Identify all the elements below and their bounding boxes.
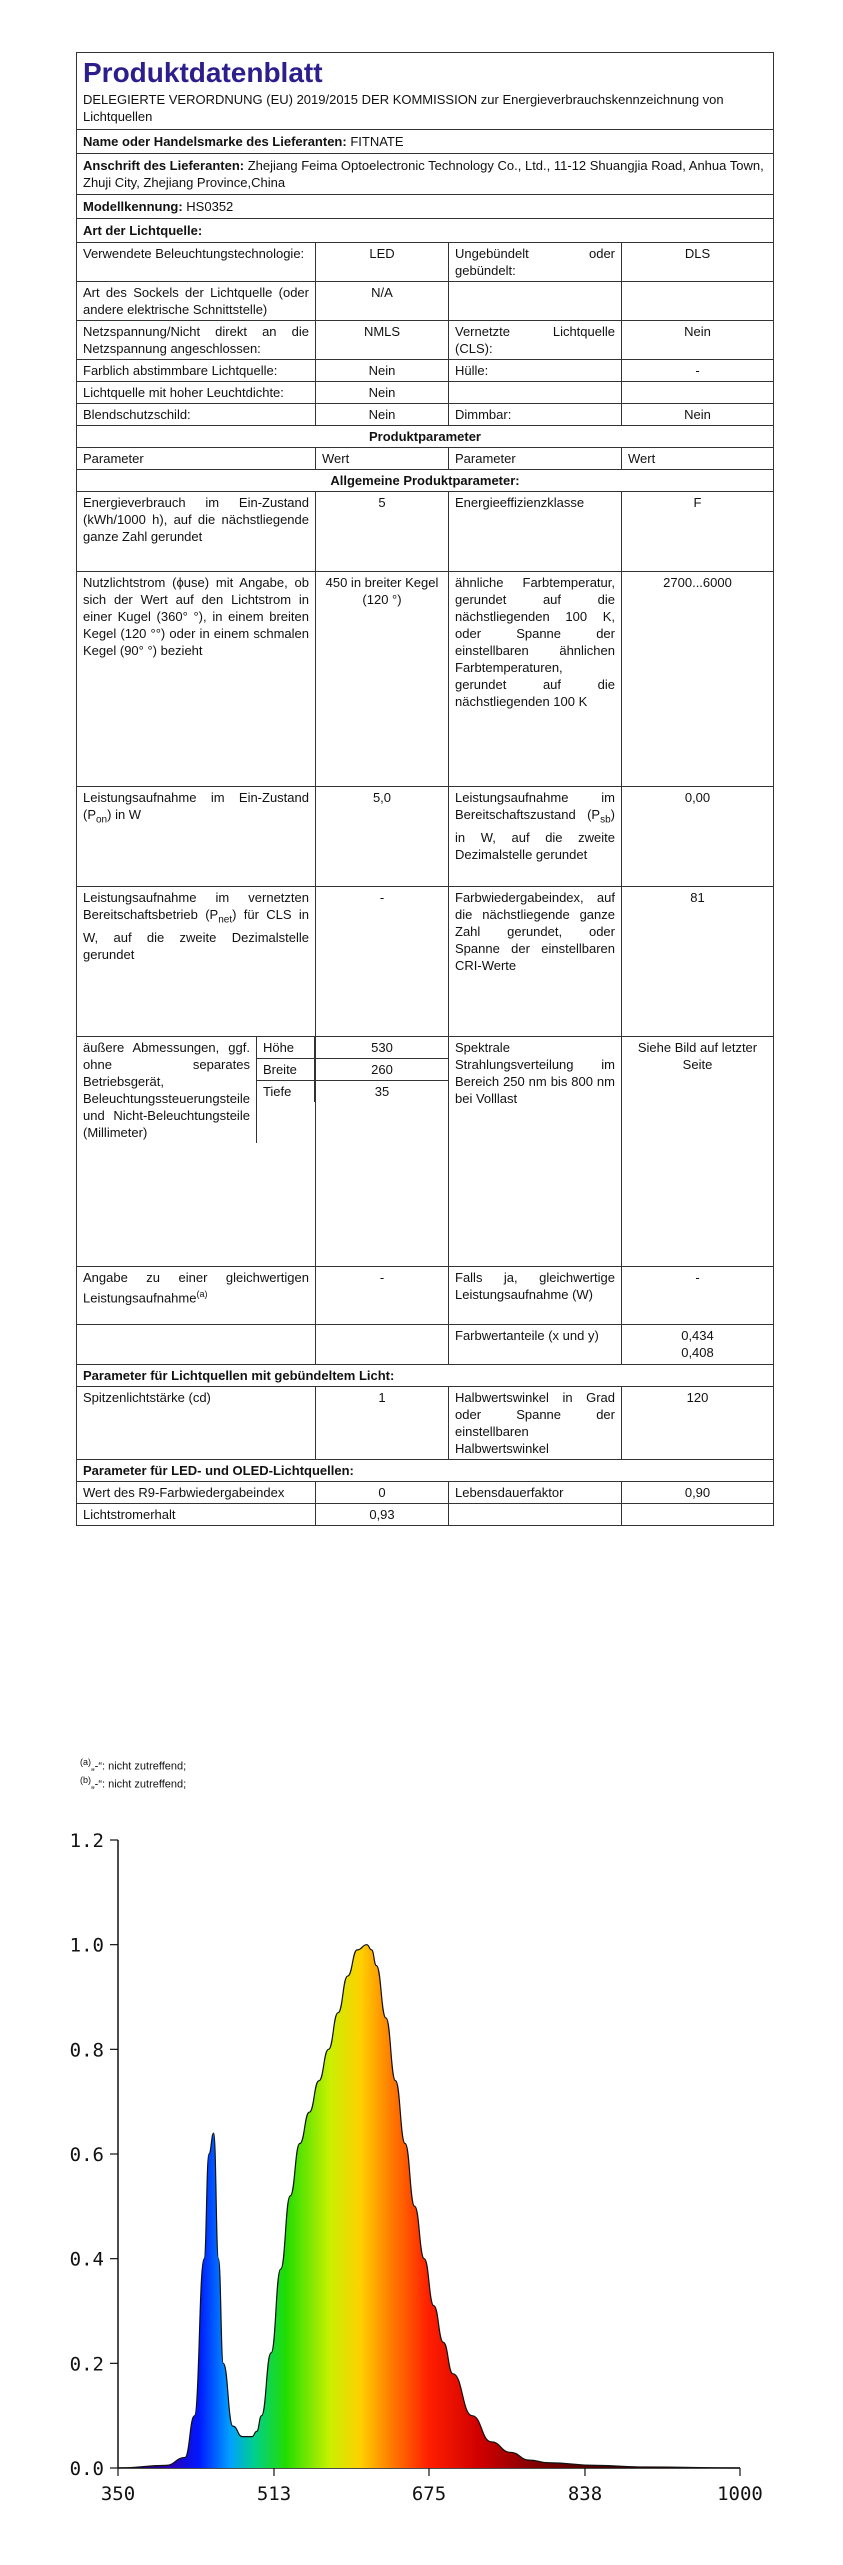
chromaticity-value: 0,434 0,408 bbox=[622, 1325, 774, 1365]
dimensions-values-cell bbox=[316, 1037, 449, 1267]
table-row bbox=[77, 787, 773, 887]
dim-name: Breite bbox=[257, 1059, 315, 1081]
color-temperature-value: 2700...6000 bbox=[622, 572, 774, 787]
x-tick-label: 1000 bbox=[717, 2483, 763, 2505]
supplier-address-row bbox=[77, 153, 773, 194]
directional-header: Parameter für Lichtquellen mit gebündeltem Licht: bbox=[77, 1365, 773, 1387]
table-row bbox=[77, 282, 773, 321]
table-row bbox=[77, 426, 773, 448]
regulation-subtitle: DELEGIERTE VERORDNUNG (EU) 2019/2015 DER KOMMISSION zur Energieverbrauchskennzeichnung von Lichtquellen bbox=[83, 92, 724, 124]
supplier-address-label: Anschrift des Lieferanten: bbox=[83, 158, 245, 173]
dimensions-label: äußere Abmessungen, ggf. ohne separates Betriebsgerät, Beleuchtungssteuerungsteile und Nicht-Beleuchtungsteile (Millimeter) bbox=[83, 1040, 250, 1140]
supplier-name-row bbox=[77, 129, 773, 153]
param-value: NMLS bbox=[316, 321, 449, 360]
power-on-value: 5,0 bbox=[316, 787, 449, 887]
param-label: Vernetzte Lichtquelle (CLS): bbox=[449, 321, 622, 360]
energy-class-label: Energieeffizienzklasse bbox=[449, 492, 622, 572]
lumen-maintenance-label: Lichtstromerhalt bbox=[77, 1504, 316, 1526]
param-label: Art des Sockels der Lichtquelle (oder andere elektrische Schnittstelle) bbox=[77, 282, 316, 321]
param-label: Verwendete Beleuchtungstechnologie: bbox=[77, 243, 316, 282]
spectrum-chart bbox=[0, 1828, 843, 2560]
spectrum-area bbox=[118, 1945, 740, 2468]
x-tick-label: 838 bbox=[567, 2483, 603, 2505]
x-tick-label: 675 bbox=[411, 2483, 447, 2505]
table-row bbox=[77, 404, 773, 426]
power-on-label: Leistungsaufnahme im Ein-Zustand $(P_{on})$ in W bbox=[77, 787, 316, 887]
table-row bbox=[77, 1325, 773, 1365]
standby-power-value: 0,00 bbox=[622, 787, 774, 887]
equivalent-power-label: Angabe zu einer gleichwertigen Leistungsaufnahme$^{(a)}$ bbox=[77, 1267, 316, 1325]
cri-label: Farbwiedergabeindex, auf die nächstliegende ganze Zahl gerundet, oder Spanne der einstellbaren CRI-Werte bbox=[449, 887, 622, 1037]
param-label: Ungebündelt oder gebündelt: bbox=[449, 243, 622, 282]
param-value bbox=[622, 282, 774, 321]
param-value: Nein bbox=[316, 382, 449, 404]
spectral-distribution-label: Spektrale Strahlungsverteilung im Bereich 250 nm bis 800 nm bei Volllast bbox=[449, 1037, 622, 1267]
color-temperature-label: ähnliche Farbtemperatur, gerundet auf die nächstliegenden 100 K, oder Spanne der einstellbaren ähnlichen Farbtemperaturen, gerundet auf die nächstliegenden 100 K bbox=[449, 572, 622, 787]
y-tick-label: 0.4 bbox=[69, 2248, 104, 2271]
energy-consumption-label: Energieverbrauch im Ein-Zustand (kWh/1000 h), auf die nächstliegende ganze Zahl gerundet bbox=[77, 492, 316, 572]
equivalent-watts-value: - bbox=[622, 1267, 774, 1325]
table-row bbox=[77, 243, 773, 282]
table-row bbox=[77, 360, 773, 382]
column-header: Parameter bbox=[449, 448, 622, 470]
cri-value: 81 bbox=[622, 887, 774, 1037]
table-row bbox=[77, 1365, 773, 1387]
product-datasheet bbox=[76, 52, 774, 1526]
footnote-a: $^{(a)}$„-“: nicht zutreffend; bbox=[80, 1757, 187, 1773]
supplier-name-label: Name oder Handelsmarke des Lieferanten: bbox=[83, 134, 347, 149]
param-value: DLS bbox=[622, 243, 774, 282]
dim-value: 35 bbox=[374, 1084, 390, 1099]
table-row bbox=[77, 887, 773, 1037]
survival-factor-value: 0,90 bbox=[622, 1482, 774, 1504]
table-row bbox=[77, 572, 773, 787]
param-label: Lichtquelle mit hoher Leuchtdichte: bbox=[77, 382, 316, 404]
survival-factor-label: Lebensdauerfaktor bbox=[449, 1482, 622, 1504]
table-row bbox=[77, 492, 773, 572]
param-label bbox=[449, 282, 622, 321]
table-row bbox=[77, 382, 773, 404]
energy-consumption-value: 5 bbox=[316, 492, 449, 572]
param-value: N/A bbox=[316, 282, 449, 321]
energy-class-value: F bbox=[622, 492, 774, 572]
lumen-maintenance-value: 0,93 bbox=[316, 1504, 449, 1526]
table-header-row bbox=[77, 448, 773, 470]
param-value: LED bbox=[316, 243, 449, 282]
param-label: Netzspannung/Nicht direkt an die Netzspannung angeschlossen: bbox=[77, 321, 316, 360]
supplier-name: FITNATE bbox=[350, 134, 404, 149]
networked-standby-value: - bbox=[316, 887, 449, 1037]
dim-name: Tiefe bbox=[257, 1081, 315, 1103]
param-value: Nein bbox=[316, 404, 449, 426]
y-tick-label: 0.2 bbox=[69, 2353, 104, 2376]
luminous-flux-label: Nutzlichtstrom (ϕuse) mit Angabe, ob sich der Wert auf den Lichtstrom in einer Kugel (360° °), in einem breiten Kegel (120 °°) oder in einem schmalen Kegel (90° °) bezieht bbox=[77, 572, 316, 787]
r9-value: 0 bbox=[316, 1482, 449, 1504]
table-row bbox=[77, 1387, 773, 1460]
x-tick-label: 350 bbox=[100, 2483, 136, 2505]
param-value: - bbox=[622, 360, 774, 382]
dimensions-cell bbox=[77, 1037, 316, 1267]
table-row bbox=[77, 470, 773, 492]
y-tick-label: 0.0 bbox=[69, 2458, 104, 2480]
param-label: Blendschutzschild: bbox=[77, 404, 316, 426]
table-row bbox=[77, 1504, 773, 1526]
dimensions-values bbox=[316, 1037, 448, 1102]
table-row bbox=[77, 1460, 773, 1482]
table-row bbox=[77, 321, 773, 360]
networked-standby-label: Leistungsaufnahme im vernetzten Bereitschaftsbetrieb $(P_{net})$ für CLS in W, auf die zweite Dezimalstelle gerundet bbox=[77, 887, 316, 1037]
column-header: Wert bbox=[316, 448, 449, 470]
chromaticity-label: Farbwertanteile (x und y) bbox=[449, 1325, 622, 1365]
luminous-flux-value: 450 in breiter Kegel (120 °) bbox=[316, 572, 449, 787]
y-tick-label: 0.8 bbox=[69, 2039, 104, 2062]
dimensions-table bbox=[257, 1037, 315, 1102]
r9-label: Wert des R9-Farbwiedergabeindex bbox=[77, 1482, 316, 1504]
peak-intensity-value: 1 bbox=[316, 1387, 449, 1460]
param-label: Farblich abstimmbare Lichtquelle: bbox=[77, 360, 316, 382]
spectral-distribution-value: Siehe Bild auf letzter Seite bbox=[622, 1037, 774, 1267]
y-tick-label: 1.2 bbox=[69, 1830, 104, 1852]
table-row bbox=[77, 1037, 773, 1267]
param-value: Nein bbox=[622, 404, 774, 426]
equivalent-watts-label: Falls ja, gleichwertige Leistungsaufnahme (W) bbox=[449, 1267, 622, 1325]
y-tick-label: 0.6 bbox=[69, 2144, 104, 2166]
x-tick-label: 513 bbox=[256, 2483, 292, 2505]
footnote-b: $^{(b)}$„-“: nicht zutreffend; bbox=[80, 1775, 187, 1791]
beam-angle-label: Halbwertswinkel in Grad oder Spanne der einstellbaren Halbwertswinkel bbox=[449, 1387, 622, 1460]
param-label: Dimmbar: bbox=[449, 404, 622, 426]
led-header: Parameter für LED- und OLED-Lichtquellen: bbox=[77, 1460, 773, 1482]
equivalent-power-value: - bbox=[316, 1267, 449, 1325]
column-header: Wert bbox=[622, 448, 774, 470]
model-label: Modellkennung: bbox=[83, 199, 183, 214]
dim-name: Höhe bbox=[257, 1037, 315, 1059]
column-header: Parameter bbox=[77, 448, 316, 470]
y-tick-label: 1.0 bbox=[69, 1934, 104, 1957]
product-parameters-header: Produktparameter bbox=[77, 426, 773, 448]
param-value: Nein bbox=[622, 321, 774, 360]
param-label: Hülle: bbox=[449, 360, 622, 382]
table-row bbox=[77, 1267, 773, 1325]
dim-value: 530 bbox=[316, 1037, 448, 1059]
param-label bbox=[449, 382, 622, 404]
spectrum-svg bbox=[0, 1828, 843, 2560]
param-value bbox=[622, 382, 774, 404]
beam-angle-value: 120 bbox=[622, 1387, 774, 1460]
supplier-address: Zhejiang Feima Optoelectronic Technology Co., Ltd., 11-12 Shuangjia Road, Anhua Town, Zhuji City, Zhejiang Province,China bbox=[83, 158, 764, 190]
type-header: Art der Lichtquelle: bbox=[77, 218, 773, 242]
model-row bbox=[77, 194, 773, 218]
type-table bbox=[77, 242, 773, 1525]
general-parameters-header: Allgemeine Produktparameter: bbox=[77, 470, 773, 492]
model-id: HS0352 bbox=[186, 199, 234, 214]
page-title: Produktdatenblatt bbox=[83, 57, 323, 88]
param-value: Nein bbox=[316, 360, 449, 382]
table-row bbox=[77, 1482, 773, 1504]
dim-value: 260 bbox=[316, 1059, 448, 1081]
peak-intensity-label: Spitzenlichtstärke (cd) bbox=[77, 1387, 316, 1460]
standby-power-label: Leistungsaufnahme im Bereitschaftszustand $(P_{sb})$ in W, auf die zweite Dezimalstelle gerundet bbox=[449, 787, 622, 887]
